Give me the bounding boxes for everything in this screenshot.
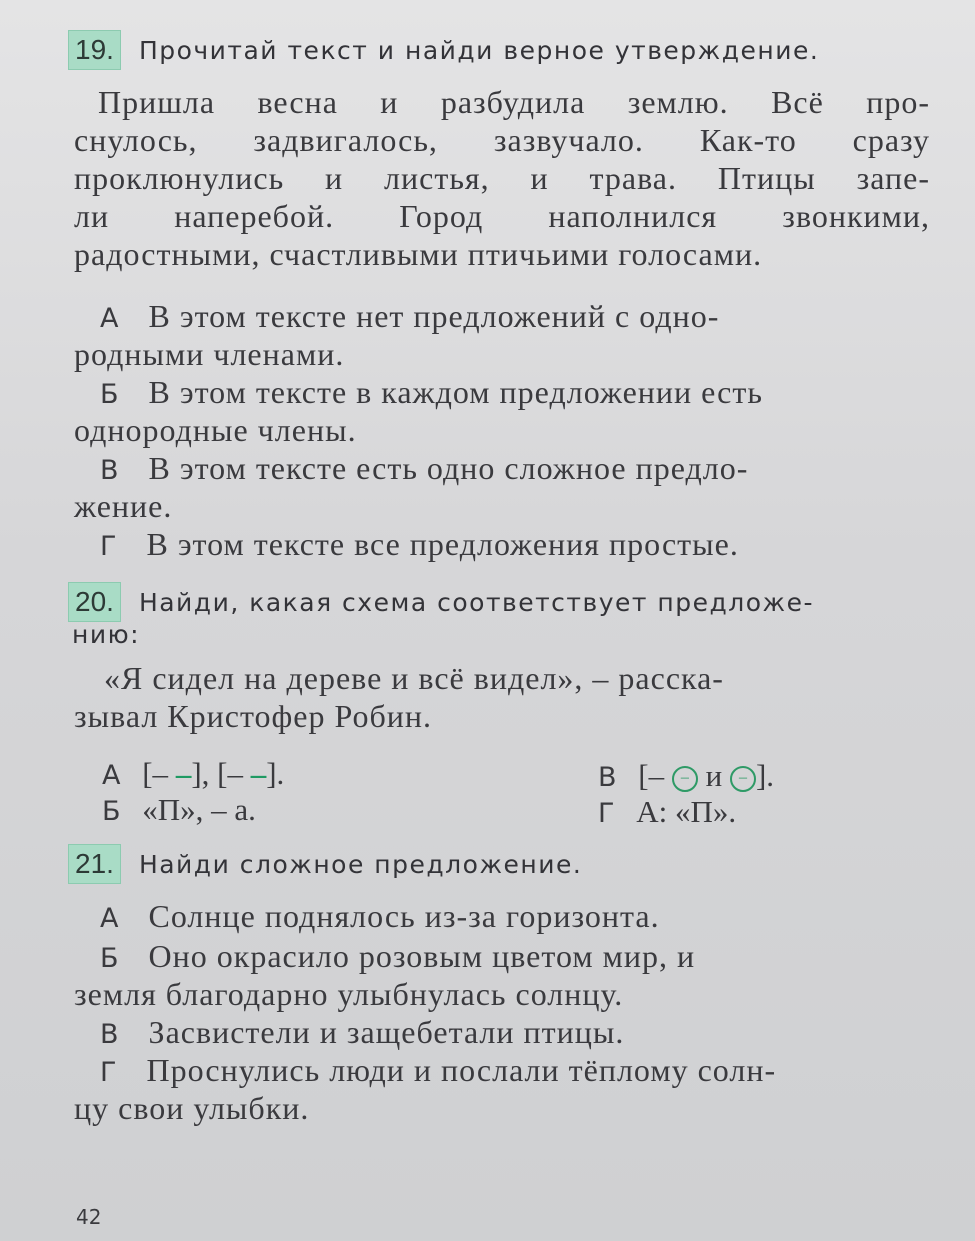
option-g bbox=[100, 526, 739, 563]
option-text: цу свои улыбки. bbox=[74, 1090, 310, 1126]
option-text: В этом тексте есть одно сложное предло- bbox=[148, 450, 749, 486]
predicate-dash: – bbox=[175, 756, 192, 791]
task-title: Найди, какая схема соответствует предложе- bbox=[138, 587, 814, 617]
task-title: Найди сложное предложение. bbox=[138, 849, 583, 879]
predicate-dash: – bbox=[250, 756, 267, 791]
sentence-line: «Я сидел на дереве и всё видел», – расска- bbox=[104, 660, 724, 696]
option-letter: Г bbox=[100, 531, 118, 562]
scheme-letter: В bbox=[598, 762, 617, 793]
option-letter: Г bbox=[100, 1057, 118, 1088]
option-text: Солнце поднялось из-за горизонта. bbox=[148, 898, 660, 934]
scheme-part: [– bbox=[638, 758, 672, 793]
scheme-part: ], [– bbox=[191, 756, 251, 791]
scheme-part: ]. bbox=[755, 758, 775, 793]
option-text: В этом тексте в каждом предложении есть bbox=[148, 374, 763, 410]
option-v bbox=[100, 1014, 624, 1051]
scheme-part: ]. bbox=[266, 756, 285, 791]
task-number: 20. bbox=[68, 582, 121, 622]
task-19-header bbox=[68, 30, 819, 70]
scheme-a bbox=[102, 756, 284, 792]
option-letter: Б bbox=[100, 943, 120, 974]
scheme-part: [– bbox=[142, 756, 176, 791]
scheme-text: «П», – а. bbox=[142, 792, 256, 827]
passage-line: снулось, задвигалось, зазвучало. Как-то сразу bbox=[74, 122, 930, 158]
scheme-g bbox=[598, 794, 736, 830]
option-letter: Б bbox=[100, 379, 120, 410]
option-letter: В bbox=[100, 1019, 120, 1050]
option-b bbox=[100, 374, 763, 411]
task-number: 21. bbox=[68, 844, 121, 884]
scheme-letter: А bbox=[102, 760, 121, 791]
option-a bbox=[100, 898, 660, 935]
option-text: Засвистели и защебетали птицы. bbox=[148, 1014, 625, 1050]
option-v bbox=[100, 450, 748, 487]
option-a bbox=[100, 298, 930, 335]
scheme-part: и bbox=[697, 758, 730, 793]
sentence-line: зывал Кристофер Робин. bbox=[74, 698, 432, 734]
option-g bbox=[100, 1052, 776, 1089]
option-letter: А bbox=[100, 303, 120, 334]
passage-line: радостными, счастливыми птичьими голосами. bbox=[74, 236, 763, 272]
scheme-letter: Б bbox=[102, 796, 121, 827]
homogeneous-circle-icon: – bbox=[730, 766, 756, 792]
option-letter: В bbox=[100, 455, 120, 486]
option-text: жение. bbox=[74, 488, 173, 524]
task-title-cont: нию: bbox=[72, 620, 141, 649]
passage-line: ли наперебой. Город наполнился звонкими, bbox=[74, 198, 930, 234]
task-20-header bbox=[68, 582, 814, 622]
passage-line: проклюнулись и листья, и трава. Птицы запе- bbox=[74, 160, 930, 196]
option-text: земля благодарно улыбнулась солнцу. bbox=[74, 976, 624, 1012]
task-number: 19. bbox=[68, 30, 121, 70]
option-text: однородные члены. bbox=[74, 412, 357, 448]
scheme-letter: Г bbox=[598, 798, 615, 829]
option-letter: А bbox=[100, 903, 120, 934]
option-b bbox=[100, 938, 695, 975]
task-21-header bbox=[68, 844, 582, 884]
scheme-v bbox=[598, 758, 774, 794]
option-text: Оно окрасило розовым цветом мир, и bbox=[148, 938, 696, 974]
scheme-b bbox=[102, 792, 256, 828]
option-text: В этом тексте нет предложений с одно- bbox=[148, 298, 720, 334]
option-text: родными членами. bbox=[74, 336, 345, 372]
task-title: Прочитай текст и найди верное утверждение. bbox=[138, 35, 820, 65]
passage-line: Пришла весна и разбудила землю. Всё про- bbox=[98, 84, 930, 120]
page-number: 42 bbox=[76, 1205, 102, 1229]
homogeneous-circle-icon: – bbox=[672, 766, 698, 792]
option-text: В этом тексте все предложения простые. bbox=[146, 526, 739, 562]
scheme-text: А: «П». bbox=[636, 794, 737, 829]
option-text: Проснулись люди и послали тёплому солн- bbox=[146, 1052, 777, 1088]
